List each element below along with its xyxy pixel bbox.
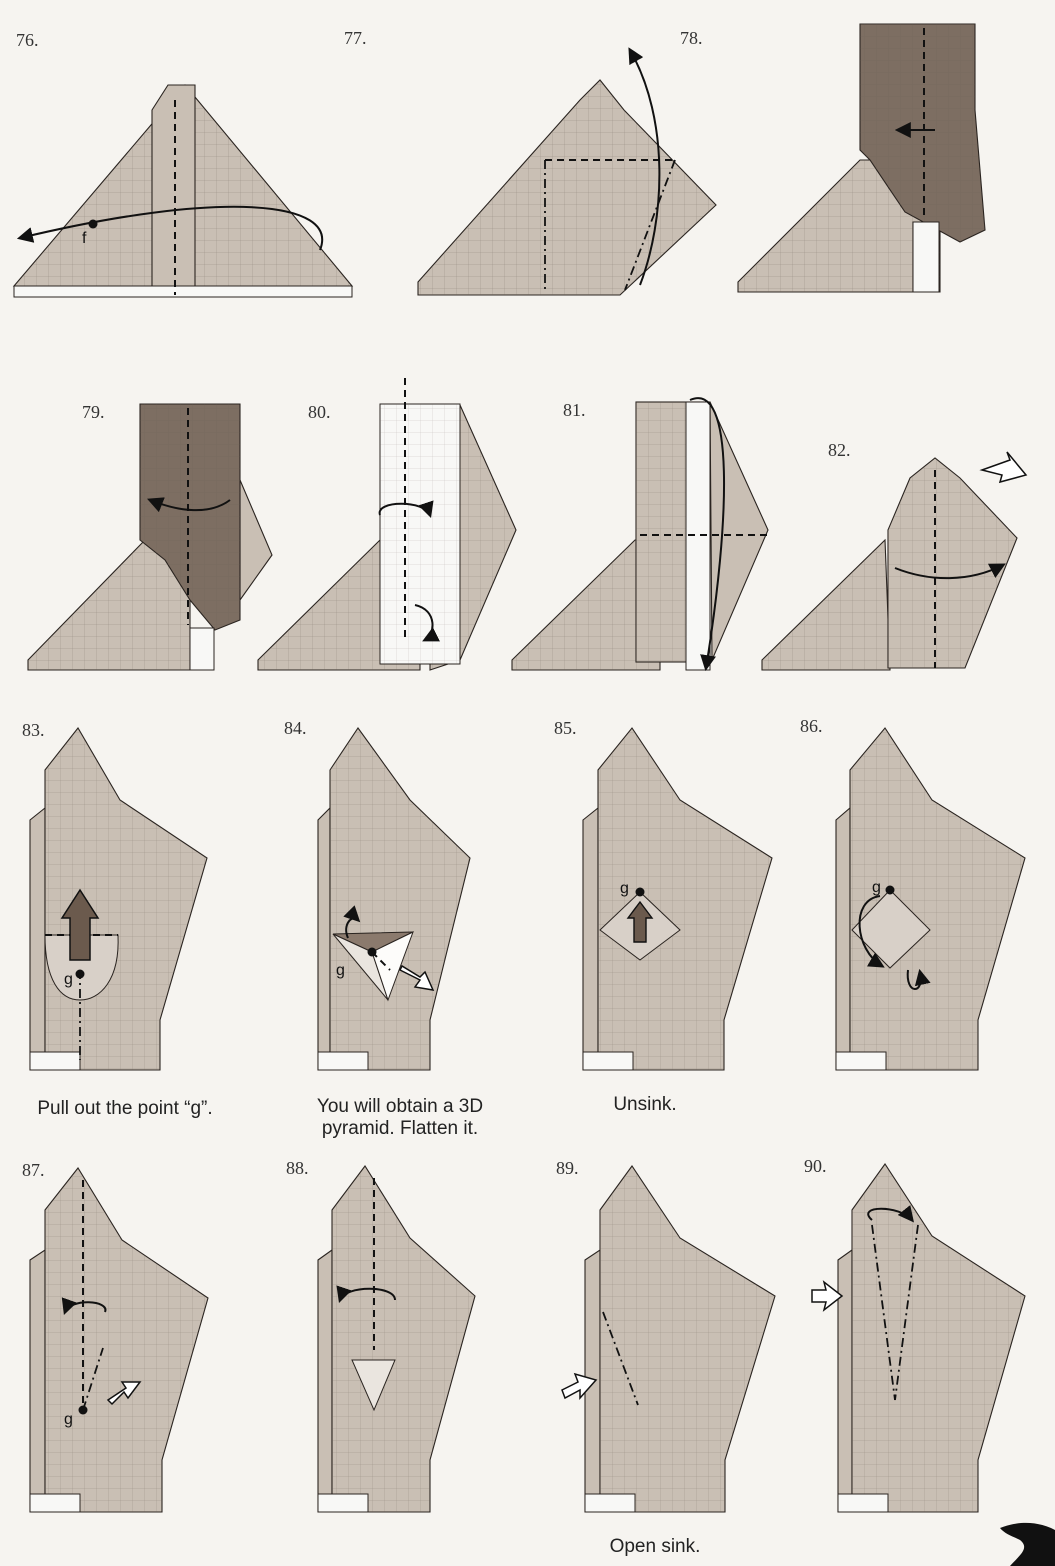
- step-number-87: 87.: [22, 1160, 45, 1180]
- step-number-88: 88.: [286, 1158, 309, 1178]
- step-83-figure: [30, 728, 207, 1070]
- step-number-85: 85.: [554, 718, 577, 738]
- step-89-figure: [562, 1166, 775, 1512]
- step-number-90: 90.: [804, 1156, 827, 1176]
- point-label-g-85: g: [620, 880, 629, 897]
- caption-step-84-line1: You will obtain a 3D: [316, 1096, 484, 1117]
- point-label-g-83: g: [64, 971, 73, 988]
- caption-step-89: Open sink.: [609, 1536, 701, 1557]
- point-label-g-86: g: [872, 879, 881, 896]
- step-number-84: 84.: [284, 718, 307, 738]
- step-number-78: 78.: [680, 28, 703, 48]
- step-86-figure: [836, 728, 1025, 1070]
- step-number-76: 76.: [16, 30, 39, 50]
- bird-silhouette-icon: [1000, 1523, 1055, 1566]
- step-number-83: 83.: [22, 720, 45, 740]
- step-85-figure: [583, 728, 772, 1070]
- step-number-79: 79.: [82, 402, 105, 422]
- caption-step-84-line2: pyramid. Flatten it.: [321, 1118, 479, 1139]
- step-number-80: 80.: [308, 402, 331, 422]
- step-76-figure: [14, 85, 352, 297]
- step-78-figure: [738, 24, 985, 292]
- point-label-g-87: g: [64, 1411, 73, 1428]
- step-87-figure: [30, 1168, 208, 1566]
- caption-step-83: Pull out the point “g”.: [37, 1098, 213, 1119]
- step-number-82: 82.: [828, 440, 851, 460]
- step-number-81: 81.: [563, 400, 586, 420]
- step-79-figure: [28, 404, 272, 670]
- step-number-86: 86.: [800, 716, 823, 736]
- step-82-figure: [762, 452, 1026, 670]
- step-80-figure: [258, 378, 516, 670]
- point-label-g-84: g: [336, 962, 345, 979]
- step-84-figure: [318, 728, 470, 1070]
- step-number-89: 89.: [556, 1158, 579, 1178]
- step-88-figure: [318, 1166, 475, 1512]
- caption-step-85: Unsink.: [613, 1094, 677, 1115]
- step-77-figure: [418, 50, 716, 295]
- step-81-figure: [512, 398, 770, 670]
- step-90-figure: [812, 1164, 1025, 1512]
- step-number-77: 77.: [344, 28, 367, 48]
- point-label-f: f: [82, 230, 87, 247]
